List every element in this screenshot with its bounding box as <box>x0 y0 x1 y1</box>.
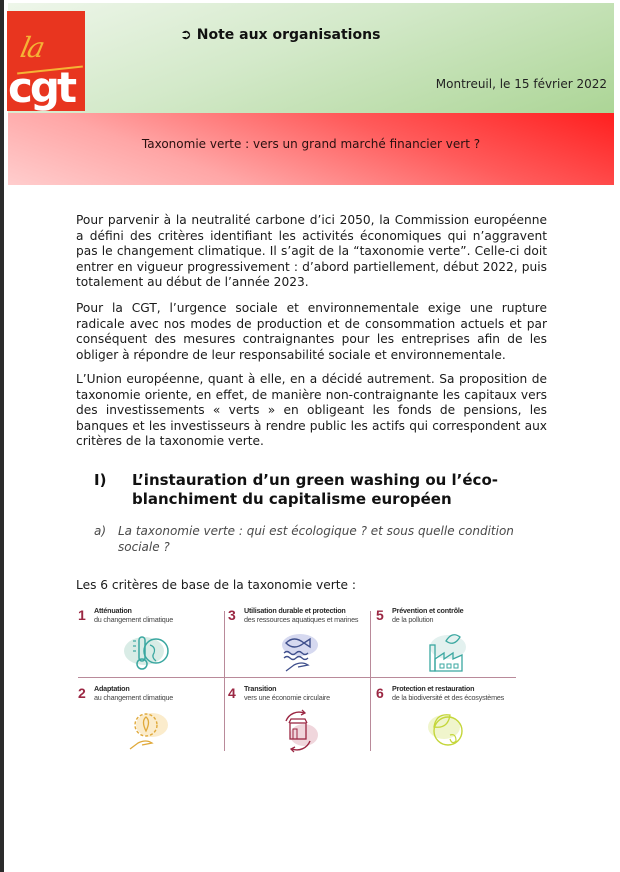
criterion-3 <box>228 603 373 677</box>
cgt-logo <box>7 11 85 111</box>
criterion-subtitle: vers une économie circulaire <box>244 693 330 702</box>
note-heading <box>180 27 380 43</box>
shop-recycle-icon <box>272 707 324 753</box>
criteria-intro: Les 6 critères de base de la taxonomie verte : <box>76 578 356 592</box>
criterion-title: Protection et restauration <box>392 684 475 693</box>
subsection-number: a) <box>94 524 107 538</box>
criterion-number: 5 <box>376 607 384 623</box>
logo-la-text: la <box>17 31 47 64</box>
criterion-2 <box>78 681 223 755</box>
paragraph: Pour parvenir à la neutralité carbone d’ici 2050, la Commission européenne a défini des critères identifiant les activités économiques qui n’aggravent pas le changement climatique. Il s’agit de la “taxonomie verte”. Celle-ci doit entrer en vigueur progressivement : d’abord partiellement, début 2022, puis totalement au début de l’année 2023. <box>76 213 547 290</box>
page-left-border <box>0 0 4 872</box>
criterion-number: 4 <box>228 685 236 701</box>
criterion-number: 1 <box>78 607 86 623</box>
grid-divider-horizontal <box>78 677 516 678</box>
section-title: L’instauration d’un green washing ou l’éco-blanchiment du capitalisme européen <box>132 471 498 508</box>
criterion-number: 2 <box>78 685 86 701</box>
criterion-number: 6 <box>376 685 384 701</box>
criterion-1 <box>78 603 223 677</box>
criterion-subtitle: de la biodiversité et des écosystèmes <box>392 693 505 702</box>
criterion-title: Transition <box>244 684 277 693</box>
fish-water-hand-icon <box>272 629 324 675</box>
factory-leaf-icon <box>420 629 472 675</box>
criterion-4 <box>228 681 373 755</box>
criterion-subtitle: des ressources aquatiques et marines <box>244 615 359 624</box>
logo-cgt-text: cgt <box>8 63 75 111</box>
criterion-title: Utilisation durable et protection <box>244 606 346 615</box>
criterion-title: Adaptation <box>94 684 130 693</box>
criterion-subtitle: du changement climatique <box>94 615 174 624</box>
criterion-title: Atténuation <box>94 606 132 615</box>
criterion-5 <box>376 603 521 677</box>
note-label: Note aux organisations <box>196 27 381 43</box>
criterion-subtitle: au changement climatique <box>94 693 174 702</box>
title-band <box>8 113 614 185</box>
leaf-globe-icon <box>420 707 472 753</box>
circled-arrow-right-icon: ➲ <box>180 27 192 43</box>
gear-hand-lightbulb-icon <box>122 707 174 753</box>
subsection-title: La taxonomie verte : qui est écologique ? et sous quelle condition sociale ? <box>118 524 514 554</box>
criterion-subtitle: de la pollution <box>392 615 434 624</box>
grid-divider-vertical <box>224 611 225 751</box>
criterion-title: Prévention et contrôle <box>392 606 464 615</box>
paragraph: Pour la CGT, l’urgence sociale et environnementale exige une rupture radicale avec nos modes de production et de consommation actuels et par conséquent des mesures contraignantes pour les entreprises afin de les obliger à répondre de leur responsabilité sociale et environnementale. <box>76 301 547 362</box>
document-title: Taxonomie verte : vers un grand marché financier vert ? <box>141 137 481 151</box>
criterion-number: 3 <box>228 607 236 623</box>
section-number: I) <box>94 471 107 489</box>
criteria-grid <box>78 603 516 751</box>
paragraph: L’Union européenne, quant à elle, en a décidé autrement. Sa proposition de taxonomie oriente, en effet, de manière non-contraignante les capitaux vers des investissements « verts » en obligeant les fonds de pensions, les banques et les investisseurs à rendre public les actifs qui correspondent aux critères de la taxonomie verte. <box>76 372 547 449</box>
criterion-6 <box>376 681 521 755</box>
document-date: Montreuil, le 15 février 2022 <box>435 77 607 91</box>
thermometer-globe-icon <box>122 629 174 675</box>
document-header <box>8 3 614 113</box>
